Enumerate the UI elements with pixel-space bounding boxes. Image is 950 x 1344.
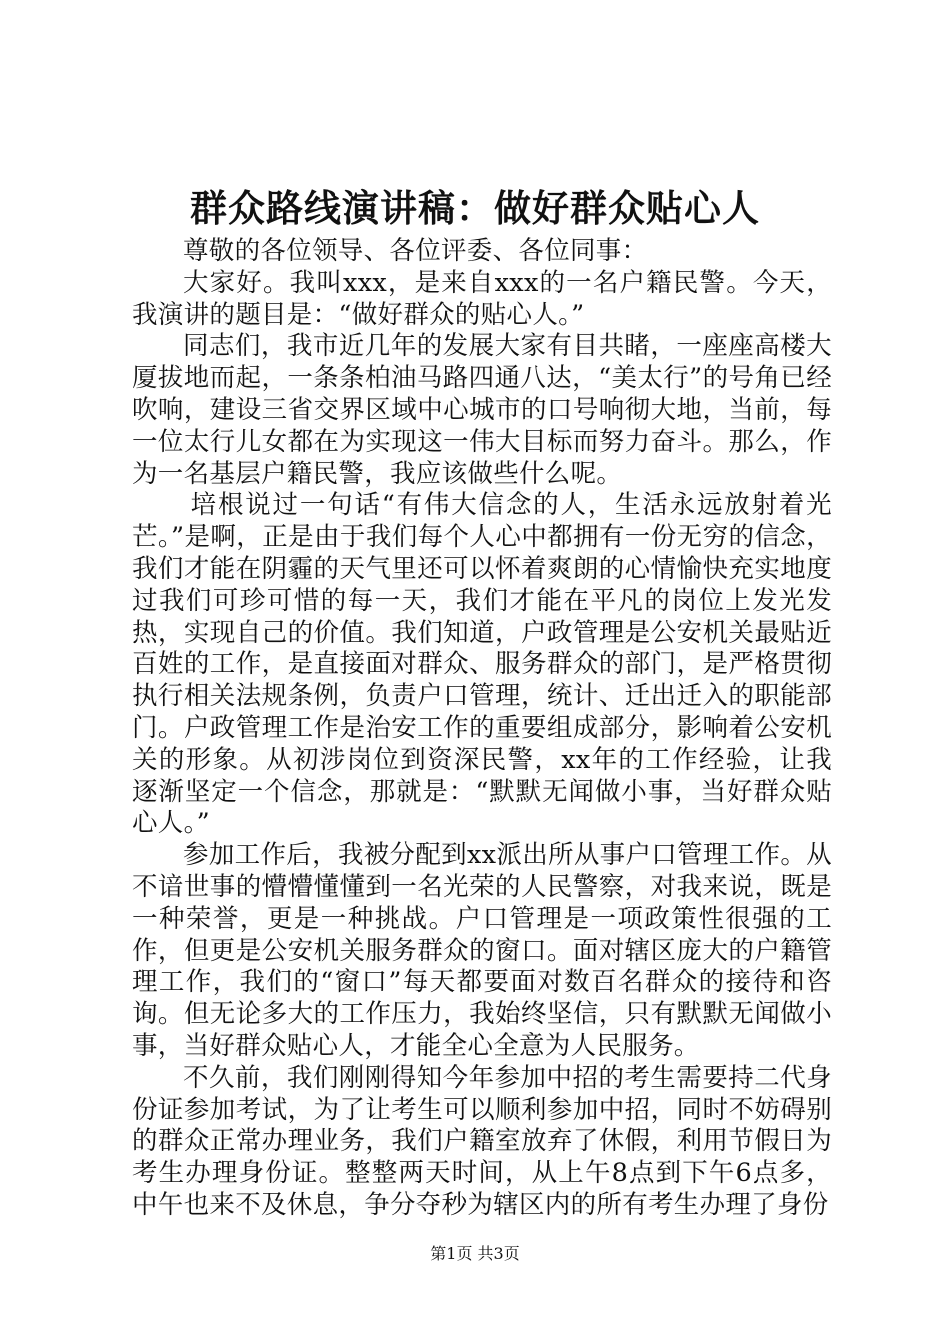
paragraph-belief: 培根说过一句话“有伟大信念的人，生活永远放射着光芒。”是啊，正是由于我们每个人心中都拥有一份无穷的信念，我们才能在阴霾的天气里还可以怀着爽朗的心情愉快充实地度过我们可珍可惜的每一天，我们才能在平凡的岗位上发光发热，实现自己的价值。我们知道，户政管理是公安机关最贴近百姓的工作，是直接面对群众、服务群众的部门，是严格贯彻执行相关法规条例，负责户口管理，统计、迁出迁入的职能部门。户政管理工作是治安工作的重要组成部分，影响着公安机关的形象。从初涉岗位到资深民警，xx年的工作经验，让我逐渐坚定一个信念，那就是：“默默无闻做小事，当好群众贴心人。” — [132, 490, 832, 839]
page-number-footer: 第1页 共3页 — [430, 1244, 520, 1263]
paragraph-work-assignment: 参加工作后，我被分配到xx派出所从事户口管理工作。从不谙世事的懵懵懂懂到一名光荣的人民警察，对我来说，既是一种荣誉，更是一种挑战。户口管理是一项政策性很强的工作，但更是公安机关服务群众的窗口。面对辖区庞大的户籍管理工作，我们的“窗口”每天都要面对数百名群众的接待和咨询。但无论多大的工作压力，我始终坚信，只有默默无闻做小事，当好群众贴心人，才能全心全意为人民服务。 — [132, 840, 832, 1061]
document-title: 群众路线演讲稿：做好群众贴心人 — [190, 186, 760, 230]
paragraph-exam-service: 不久前，我们刚刚得知今年参加中招的考生需要持二代身份证参加考试，为了让考生可以顺利参加中招，同时不妨碍别的群众正常办理业务，我们户籍室放弃了休假，利用节假日为考生办理身份证。整整两天时间，从上午8点到下午6点多，中午也来不及休息，争分夺秒为辖区内的所有考生办理了身份 — [132, 1062, 832, 1220]
document-body — [132, 236, 832, 1222]
paragraph-salutation: 尊敬的各位领导、各位评委、各位同事： — [183, 236, 648, 266]
paragraph-introduction: 大家好。我叫xxx，是来自xxx的一名户籍民警。今天，我演讲的题目是：“做好群众的贴心人。” — [132, 267, 832, 330]
paragraph-city-development: 同志们，我市近几年的发展大家有目共睹，一座座高楼大厦拔地而起，一条条柏油马路四通八达，“美太行”的号角已经吹响，建设三省交界区域中心城市的口号响彻大地，当前，每一位太行儿女都在为实现这一伟大目标而努力奋斗。那么，作为一名基层户籍民警，我应该做些什么呢。 — [132, 331, 832, 489]
